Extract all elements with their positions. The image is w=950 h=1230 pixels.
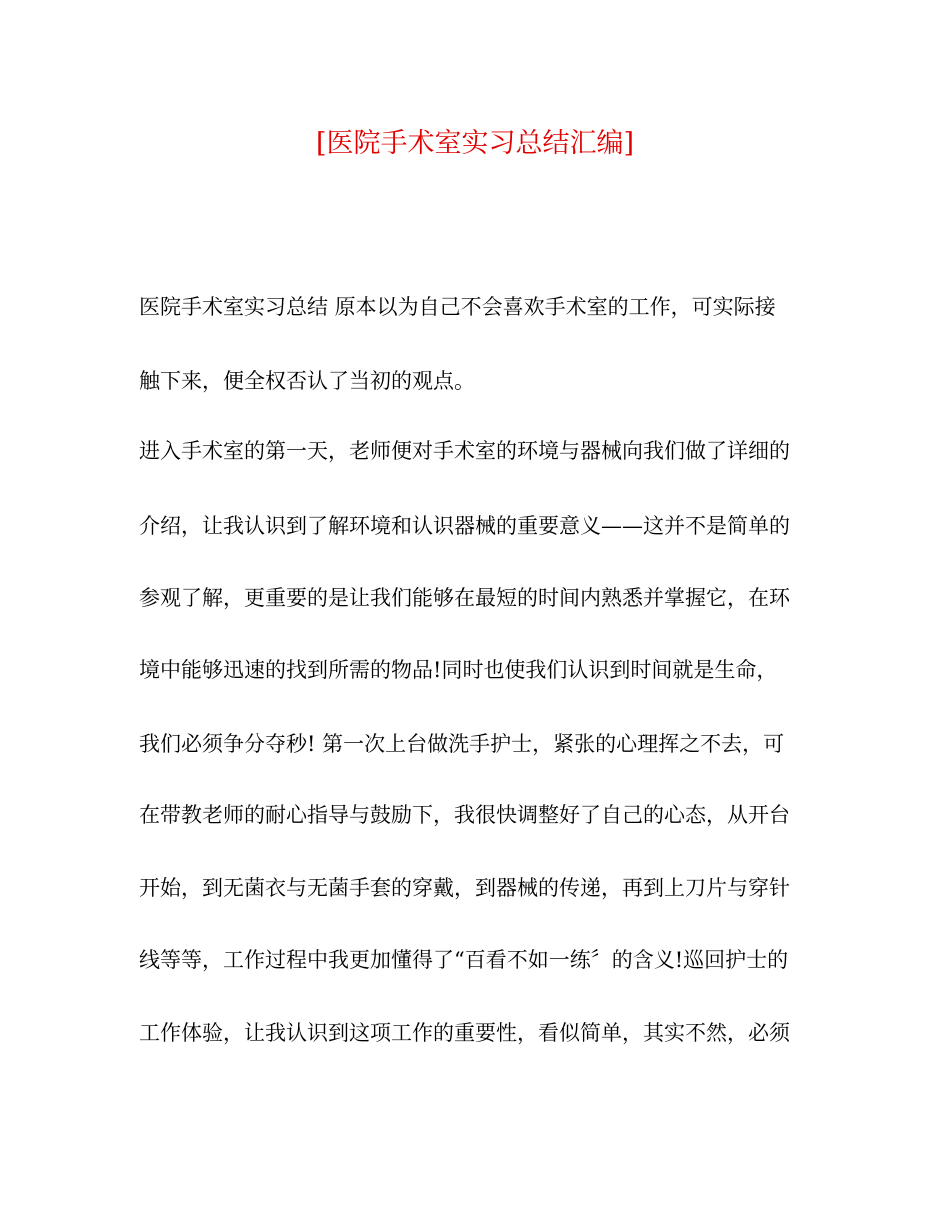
body-line-4: 介绍，让我认识到了解环境和认识器械的重要意义——这并不是简单的	[139, 514, 790, 538]
body-line-7: 我们必须争分夺秒! 第一次上台做洗手护士，紧张的心理挥之不去，可	[139, 732, 785, 756]
body-line-1: 医院手术室实习总结 原本以为自己不会喜欢手术室的工作，可实际接	[139, 295, 776, 319]
body-line-3: 进入手术室的第一天，老师便对手术室的环境与器械向我们做了详细的	[139, 439, 790, 463]
document-title: [医院手术室实习总结汇编]	[315, 128, 635, 159]
body-line-9: 开始，到无菌衣与无菌手套的穿戴，到器械的传递，再到上刀片与穿针	[139, 876, 790, 900]
body-line-8: 在带教老师的耐心指导与鼓励下，我很快调整好了自己的心态，从开台	[139, 803, 790, 827]
body-line-6: 境中能够迅速的找到所需的物品!同时也使我们认识到时间就是生命，	[139, 658, 778, 682]
body-line-10: 线等等，工作过程中我更加懂得了“百看不如一练〞的含义!巡回护士的	[139, 948, 789, 972]
body-line-5: 参观了解，更重要的是让我们能够在最短的时间内熟悉并掌握它，在环	[139, 586, 790, 610]
body-line-2: 触下来，便全权否认了当初的观点。	[139, 369, 475, 393]
body-line-11: 工作体验，让我认识到这项工作的重要性，看似简单，其实不然，必须	[139, 1021, 790, 1045]
